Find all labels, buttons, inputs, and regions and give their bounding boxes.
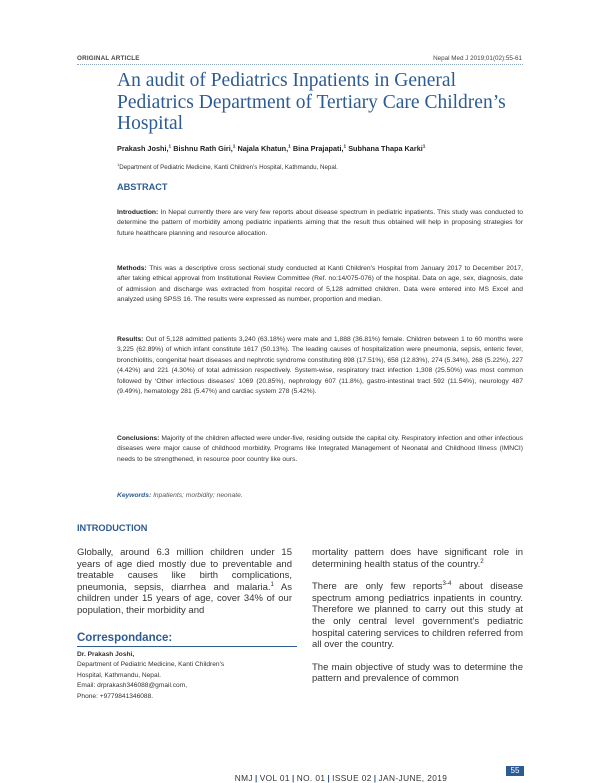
correspondence-details (77, 650, 297, 702)
correspondent-address: Department of Pediatric Medicine, Kanti Children’s (77, 661, 225, 669)
journal-citation: Nepal Med J 2019;01(02):55-61 (433, 55, 522, 62)
page-number: 55 (506, 766, 524, 776)
correspondent-phone: Phone: +9779841346088. (77, 692, 154, 700)
author: Subhana Thapa Karki$^1$ (348, 144, 426, 153)
author-list (117, 144, 523, 153)
author: Bina Prajapati,$^1$ (292, 144, 347, 153)
introduction-right-column (312, 547, 523, 696)
introduction-left-column: Globally, around 6.3 million children under 15 years of age died mostly due to preventable and treatable causes like birth complications, pneumonia, sepsis, diarrhea and malaria.$^1$ As children under 15 years of age, cover 34% of our population, their morbidity and (77, 547, 293, 616)
correspondence-divider (77, 646, 297, 647)
abstract-introduction: Introduction: In Nepal currently there are very few reports about disease spectrum in pediatric inpatients. This study was conducted to determine the pattern of morbidity among pediatric inpatients aiming that the result thus obtained will help in proposing strategies for future healthcare planning and resource allocation. (117, 209, 524, 237)
affiliation: $^1$Department of Pediatric Medicine, Kanti Children’s Hospital, Kathmandu, Nepal. (117, 161, 338, 171)
keywords: Keywords: Inpatients; morbidity; neonate. (117, 492, 243, 499)
article-type-label: ORIGINAL ARTICLE (77, 55, 140, 62)
intro-paragraph: There are only few reports$^{3-4}$ about disease spectrum among pediatrics inpatients in country. Therefore we planned to carry out this study at the only central level government’s pediatric hospital catering services to children referred from all over the country. (312, 580, 524, 651)
abstract-conclusions: Conclusions: Majority of the children affected were under-five, residing outside the capital city. Respiratory infection and other infectious diseases were major cause of childhood morbidity. Programs like Integrated Management of Neonatal and Childhood Illness (IMNCI) needs to be strengthened, in resource poor country like ours. (117, 435, 524, 463)
author: Prakash Joshi,$^1$ (117, 144, 172, 153)
header-divider (77, 64, 523, 65)
correspondent-name: Dr. Prakash Joshi, (77, 651, 135, 658)
correspondent-email[interactable]: Email: drprakash346088@gmail.com, (77, 682, 188, 690)
abstract-results: Results: Out of 5,128 admitted patients 3,240 (63.18%) were male and 1,888 (36.81%) female. Children between 1 to 60 months were 3,225 (62.89%) of which infant constitute 1617 (50.13%). The leading causes of hospitalization were pneumonia, sepsis, enteric fever, bronchiolitis, congenital heart diseases and nephrotic syndrome constituting 898 (17.51%), 658 (12.83%), 274 (5.34%), 268 (5.22%), 227 (4.42%) and 221 (4.30%) of total admission respectively. System-wise, respiratory tract infection 1,308 (25.50%) was most common followed by ‘Other infectious diseases’ 1069 (20.85%), nephrology 607 (11.8%), gastro-intestinal tract 592 (11.54%), neurology 487 (9.49%), hematology 281 (5.47%) and cardiac system 278 (5.42%). (117, 336, 523, 396)
author: Najala Khatun,$^1$ (237, 144, 291, 153)
intro-paragraph: The main objective of study was to determine the pattern and prevalence of common (312, 661, 523, 685)
intro-paragraph: mortality pattern does have significant role in determining health status of the country.$^2$ (312, 547, 523, 570)
article-title: An audit of Pediatrics Inpatients in General Pediatrics Department of Tertiary Care Children’s Hospital (117, 70, 506, 134)
abstract-methods: Methods: This was a descriptive cross sectional study conducted at Kanti Children’s Hospital from January 2017 to December 2017, after taking ethical approval from Institutional Review Committee (Ref. no:14/075-076) of the hospital. Data on age, sex, diagnosis, date of admission and discharge was extracted from hospital record of 5,128 admitted children. Data were entered into MS Excel and analyzed using SPSS 16. The results were expressed as number, proportion and median. (117, 265, 523, 304)
abstract-heading: ABSTRACT (117, 182, 168, 192)
correspondent-address: Hospital, Kathmandu, Nepal. (77, 671, 161, 679)
page-footer: NMJ | VOL 01 | NO. 01 | ISSUE 02 | JAN-JUNE, 2019 (234, 773, 448, 783)
correspondence-heading: Correspondance: (77, 632, 173, 644)
author: Bishnu Rath Giri,$^1$ (173, 144, 236, 153)
introduction-heading: INTRODUCTION (77, 523, 148, 533)
